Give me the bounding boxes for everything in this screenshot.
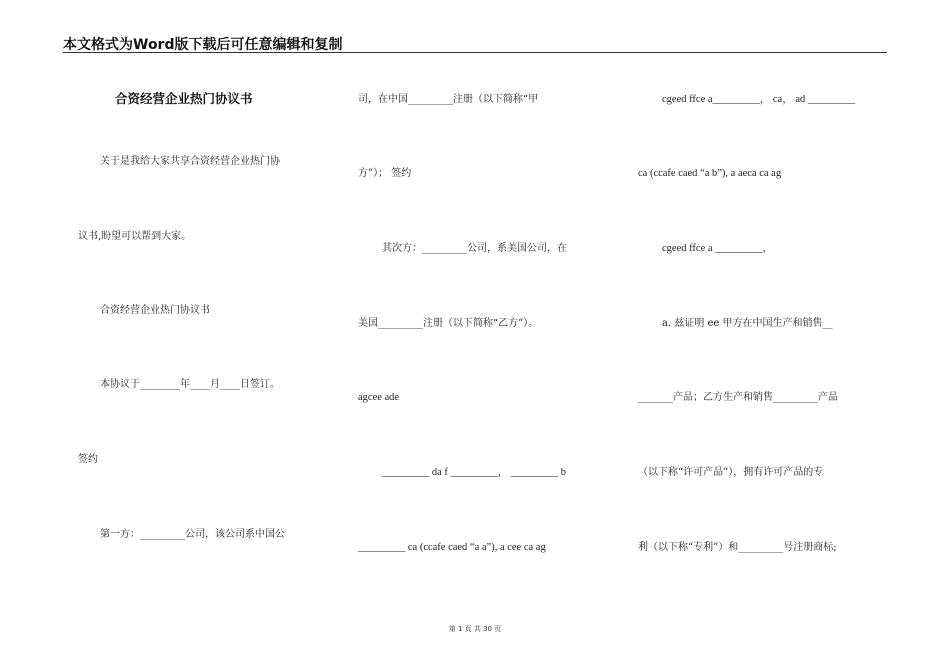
paragraph-line: a. 兹证明 ee 甲方在中国生产和销售__ bbox=[662, 318, 833, 329]
paragraph-line: _________ da f _________， _________ b bbox=[382, 467, 567, 478]
page-number: 第 1 页 共 30 页 bbox=[448, 625, 502, 633]
paragraph-line: cgeed ffce a _________， bbox=[662, 243, 773, 254]
document-banner: 本文格式为Word版下载后可任意编辑和复制 bbox=[63, 37, 343, 53]
paragraph-line: 利（以下称“专利”）和_________号注册商标; bbox=[638, 542, 837, 553]
paragraph-line: 议书,盼望可以帮到大家。 bbox=[78, 231, 192, 242]
paragraph-line: 签约 bbox=[78, 454, 98, 465]
section-heading: 合资经营企业热门协议书 bbox=[100, 305, 210, 316]
paragraph-line: 美国_________注册（以下简称“乙方”）。 bbox=[358, 318, 539, 329]
paragraph-line: （以下称“许可产品”），拥有许可产品的专 bbox=[638, 467, 824, 478]
paragraph-line: _________ ca (ccafe caed “a a”), a cee ca ag bbox=[358, 542, 546, 553]
paragraph-line: cgeed ffce a_________， ca， ad _________ bbox=[662, 94, 856, 105]
paragraph-line: 关于是我给大家共享合资经营企业热门协 bbox=[100, 156, 280, 167]
header-divider bbox=[63, 52, 887, 53]
paragraph-line: agcee ade bbox=[358, 392, 400, 403]
paragraph-line: _______产品；乙方生产和销售_________产品 bbox=[638, 392, 838, 403]
paragraph-line: 司，在中国_________注册（以下简称“甲 bbox=[358, 94, 539, 105]
document-title: 合资经营企业热门协议书 bbox=[115, 91, 253, 106]
paragraph-line: 其次方：_________公司，系美国公司，在 bbox=[382, 243, 567, 254]
paragraph-line: 方”）； 签约 bbox=[358, 168, 412, 179]
paragraph-line: 第一方：_________公司，该公司系中国公 bbox=[100, 529, 285, 540]
paragraph-line: 本协议于________年____月____日签订。 bbox=[100, 379, 280, 390]
paragraph-line: ca (ccafe caed “a b”), a aeca ca ag bbox=[638, 168, 782, 179]
